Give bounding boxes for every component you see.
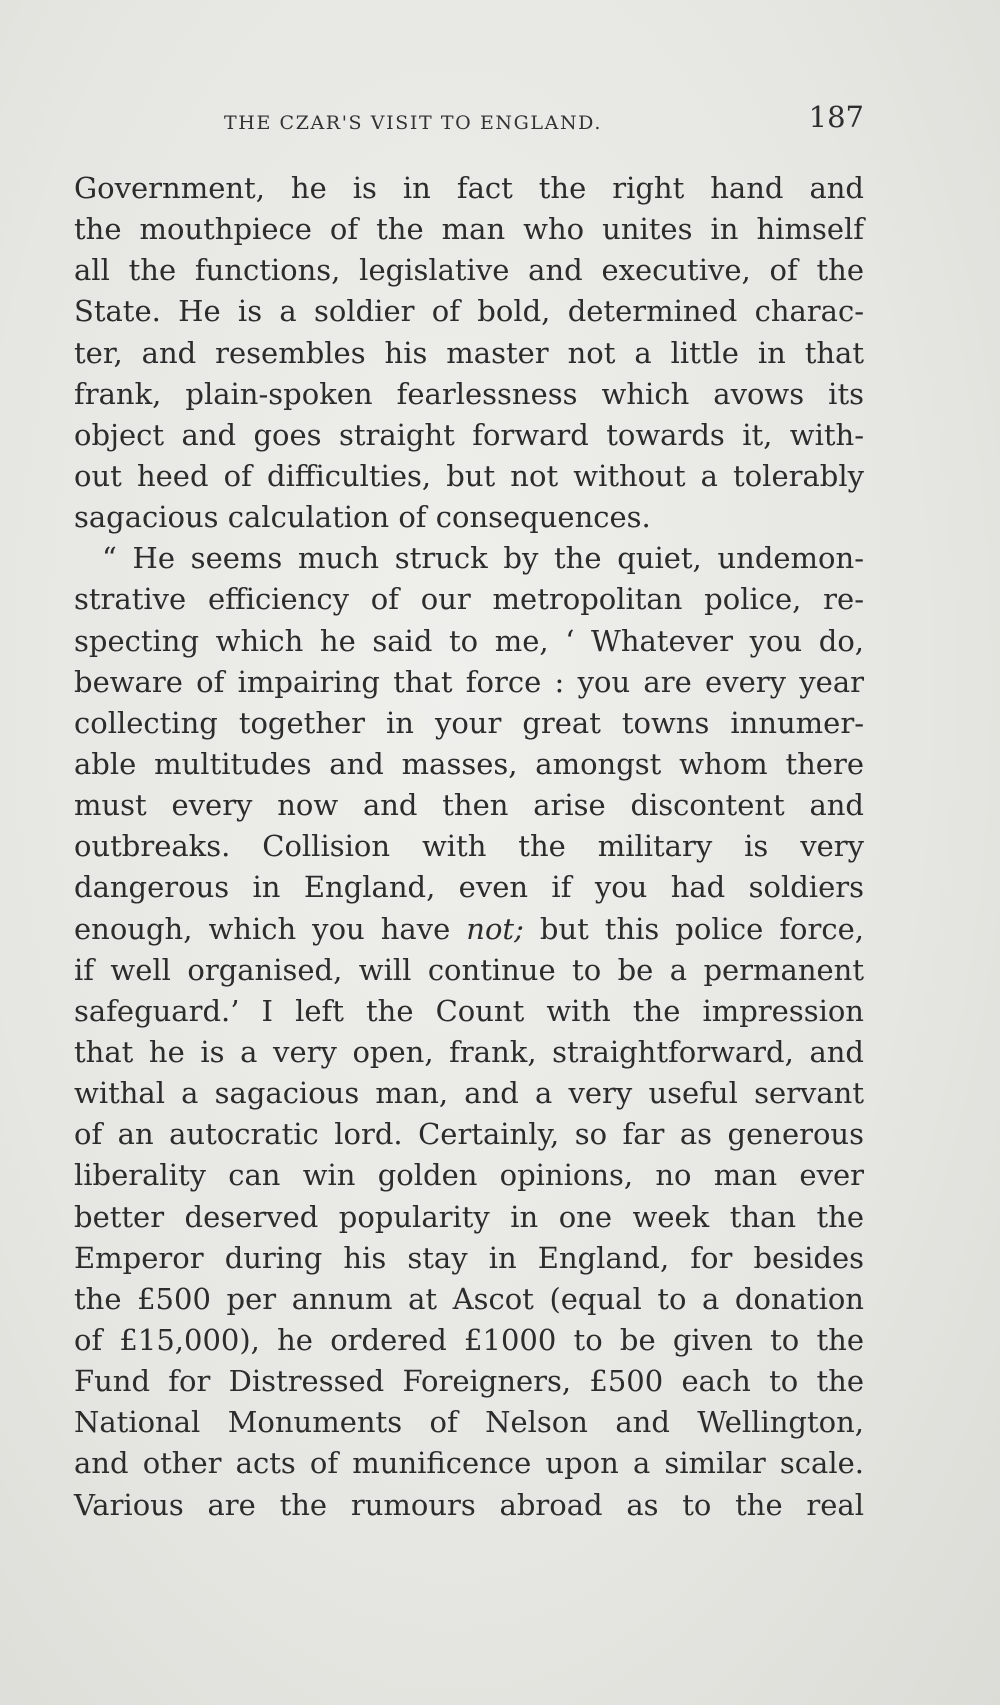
text-line: Emperor during his stay in England, for besides (74, 1240, 864, 1275)
page-number: 187 (808, 100, 864, 134)
text-line: ter, and resembles his master not a little in that (74, 335, 864, 370)
text-line-with-italic (74, 909, 864, 950)
text-line: if well organised, will continue to be a permanent (74, 952, 864, 987)
text-line: object and goes straight forward towards it, with- (74, 417, 864, 452)
italic-emphasis: not; (466, 911, 524, 946)
running-title: THE CZAR'S VISIT TO ENGLAND. (224, 112, 602, 134)
text-line: “ He seems much struck by the quiet, undemon- (102, 541, 864, 576)
text-line: that he is a very open, frank, straightforward, and (74, 1034, 864, 1069)
text-line: State. He is a soldier of bold, determined charac- (74, 294, 864, 329)
text-line: better deserved popularity in one week than the (74, 1199, 864, 1234)
text-line: Government, he is in fact the right hand and (74, 171, 864, 205)
text-segment: enough, which you have (74, 911, 451, 946)
text-line: of an autocratic lord. Certainly, so far as generous (74, 1117, 864, 1152)
text-line: sagacious calculation of consequences. (74, 500, 651, 535)
text-line: liberality can win golden opinions, no man ever (74, 1158, 864, 1193)
body-text (74, 168, 864, 1526)
text-line: beware of impairing that force : you are every year (74, 664, 864, 699)
text-line: safeguard.’ I left the Count with the impression (74, 993, 864, 1028)
text-line: Various are the rumours abroad as to the real (74, 1487, 864, 1522)
text-line: dangerous in England, even if you had soldiers (74, 870, 864, 905)
text-segment: but this police force, (539, 911, 864, 946)
text-line: specting which he said to me, ‘ Whatever you do, (74, 623, 864, 658)
text-line: of £15,000), he ordered £1000 to be given to the (74, 1322, 864, 1357)
text-line: frank, plain-spoken fearlessness which avows its (74, 376, 864, 411)
text-line: Fund for Distressed Foreigners, £500 each to the (74, 1364, 864, 1399)
text-line: all the functions, legislative and executive, of the (74, 253, 864, 288)
text-line: outbreaks. Collision with the military is very (74, 829, 864, 864)
running-head (74, 100, 864, 140)
text-line: out heed of difficulties, but not without a tolerably (74, 458, 864, 493)
text-line: able multitudes and masses, amongst whom there (74, 746, 864, 781)
text-line: the mouthpiece of the man who unites in himself (74, 212, 864, 247)
text-line: National Monuments of Nelson and Wellington, (74, 1405, 864, 1440)
text-line: and other acts of munificence upon a similar scale. (74, 1446, 864, 1481)
text-line: the £500 per annum at Ascot (equal to a donation (74, 1281, 864, 1316)
text-line: must every now and then arise discontent and (74, 788, 864, 823)
text-line: strative efficiency of our metropolitan police, re- (74, 582, 864, 617)
text-line: collecting together in your great towns innumer- (74, 705, 864, 740)
text-line: withal a sagacious man, and a very useful servant (74, 1076, 864, 1111)
